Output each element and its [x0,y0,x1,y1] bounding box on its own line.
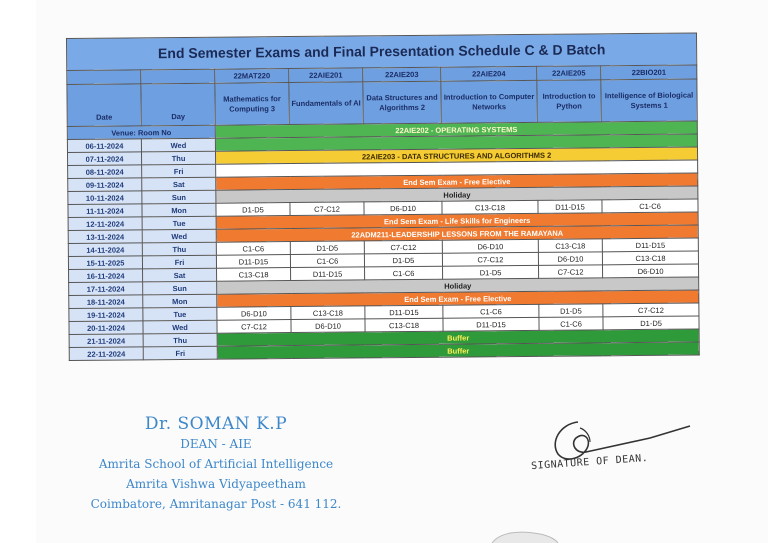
session-cell: C1-C6 [443,304,539,318]
session-cell: C1-C6 [539,317,603,331]
course-name: Mathematics for Computing 3 [215,83,289,126]
schedule-banner: Holiday [217,277,699,294]
date-cell: 19-11-2024 [69,308,143,322]
day-cell: Tue [143,307,217,321]
date-cell: 10-11-2024 [68,191,142,205]
session-cell: D1-D5 [216,203,290,217]
session-cell: C1-C6 [365,266,443,280]
schedule-banner: Holiday [216,186,698,203]
course-code: 22MAT220 [215,69,289,84]
day-cell: Thu [143,333,217,347]
date-cell: 09-11-2024 [68,178,142,192]
dean-address-block [86,414,346,514]
date-cell: 13-11-2024 [68,230,142,244]
session-cell: D1-D5 [603,316,699,330]
course-code: 22AIE201 [289,68,363,83]
date-cell: 17-11-2024 [69,282,143,296]
day-cell: Wed [142,229,216,243]
date-cell: 06-11-2024 [67,139,141,153]
date-cell: 16-11-2024 [69,269,143,283]
date-cell: 07-11-2024 [67,152,141,166]
session-cell: D11-D15 [602,238,698,252]
date-cell: 11-11-2024 [68,204,142,218]
day-cell: Mon [142,203,216,217]
date-cell: 12-11-2024 [68,217,142,231]
session-cell: C7-C12 [290,202,364,216]
session-cell: C7-C12 [442,252,538,266]
session-cell: C7-C12 [603,303,699,317]
course-name: Intelligence of Biological Systems 1 [601,79,697,122]
session-cell: C1-C6 [290,254,364,268]
date-cell: 14-11-2024 [68,243,142,257]
course-code: 22AIE203 [363,67,441,82]
session-cell: D1-D5 [290,241,364,255]
schedule-banner: Buffer [217,342,699,359]
day-cell: Sat [143,268,217,282]
course-name: Data Structures and Algorithms 2 [363,81,441,124]
date-cell: 08-11-2024 [68,165,142,179]
session-cell: D1-D5 [443,265,539,279]
session-cell: C13-C18 [217,268,291,282]
schedule-banner: 22ADM211-LEADERSHIP LESSONS FROM THE RAMAYANA [216,225,698,242]
dean-name: Dr. SOMAN K.P [144,414,288,434]
course-code: 22AIE204 [441,66,537,81]
address: Coimbatore, Amritanagar Post - 641 112. [90,497,342,511]
date-cell: 18-11-2024 [69,295,143,309]
day-cell: Sun [143,281,217,295]
day-cell: Mon [143,294,217,308]
venue-label: Venue: Room No [67,125,215,139]
session-cell: D11-D15 [291,267,365,281]
session-cell: D6-D10 [442,239,538,253]
session-cell: C7-C12 [364,240,442,254]
schedule-sheet [66,33,699,404]
dean-title: DEAN - AIE [180,437,252,451]
signature-caption: SIGNATURE OF DEAN. [530,452,649,473]
day-cell: Wed [141,138,215,152]
course-name: Introduction to Computer Networks [441,80,537,123]
session-cell: D11-D15 [216,255,290,269]
paper-edge-decoration [490,528,560,543]
schedule-banner: End Sem Exam - Life Skills for Engineers [216,212,698,229]
day-cell: Tue [142,216,216,230]
session-cell: C7-C12 [539,265,603,279]
university-name: Amrita Vishwa Vidyapeetham [126,477,306,491]
session-cell: C13-C18 [365,318,443,332]
day-cell: Sat [142,177,216,191]
session-cell: D1-D5 [539,304,603,318]
schedule-banner: End Sem Exam - Free Elective [217,290,699,307]
session-cell: C7-C12 [217,320,291,334]
day-cell: Fri [142,164,216,178]
schedule-banner: End Sem Exam - Free Elective [216,173,698,190]
date-cell: 22-11-2024 [69,347,143,361]
session-cell: C1-C6 [602,199,698,213]
schedule-banner: Buffer [217,329,699,346]
session-cell: D11-D15 [538,200,602,214]
session-cell: D11-D15 [443,317,539,331]
date-cell: 21-11-2024 [69,334,143,348]
session-cell: D11-D15 [365,305,443,319]
day-cell: Thu [142,242,216,256]
course-code: 22BIO201 [601,65,697,80]
day-cell: Fri [143,346,217,360]
day-cell: Fri [142,255,216,269]
schedule-title: End Semester Exams and Final Presentation Schedule C & D Batch [67,33,697,70]
session-cell: D6-D10 [217,307,291,321]
session-cell: C13-C18 [442,200,538,214]
session-cell: C13-C18 [602,251,698,265]
schedule-banner: 22AIE202 - OPERATING SYSTEMS [215,121,697,138]
course-code: 22AIE205 [537,66,601,81]
session-cell: D6-D10 [291,319,365,333]
schedule-table [66,32,700,360]
date-cell: 20-11-2024 [69,321,143,335]
session-cell: C13-C18 [538,239,602,253]
session-cell: D6-D10 [538,252,602,266]
session-cell: D1-D5 [364,253,442,267]
day-cell: Wed [143,320,217,334]
day-cell: Thu [141,151,215,165]
session-cell: C13-C18 [291,306,365,320]
course-name: Fundamentals of AI [289,82,363,125]
dean-signature [540,408,730,488]
date-cell: 15-11-2025 [68,256,142,270]
date-header: Date [67,84,141,127]
session-cell: D6-D10 [602,264,698,278]
course-name-row [67,79,697,126]
session-cell: C1-C6 [216,242,290,256]
schedule-banner: 22AIE203 - DATA STRUCTURES AND ALGORITHMS 2 [215,147,697,164]
day-header: Day [141,83,215,126]
course-name: Introduction to Python [537,80,601,123]
day-cell: Sun [142,190,216,204]
school-name: Amrita School of Artificial Intelligence [98,457,334,471]
session-cell: D6-D10 [364,201,442,215]
